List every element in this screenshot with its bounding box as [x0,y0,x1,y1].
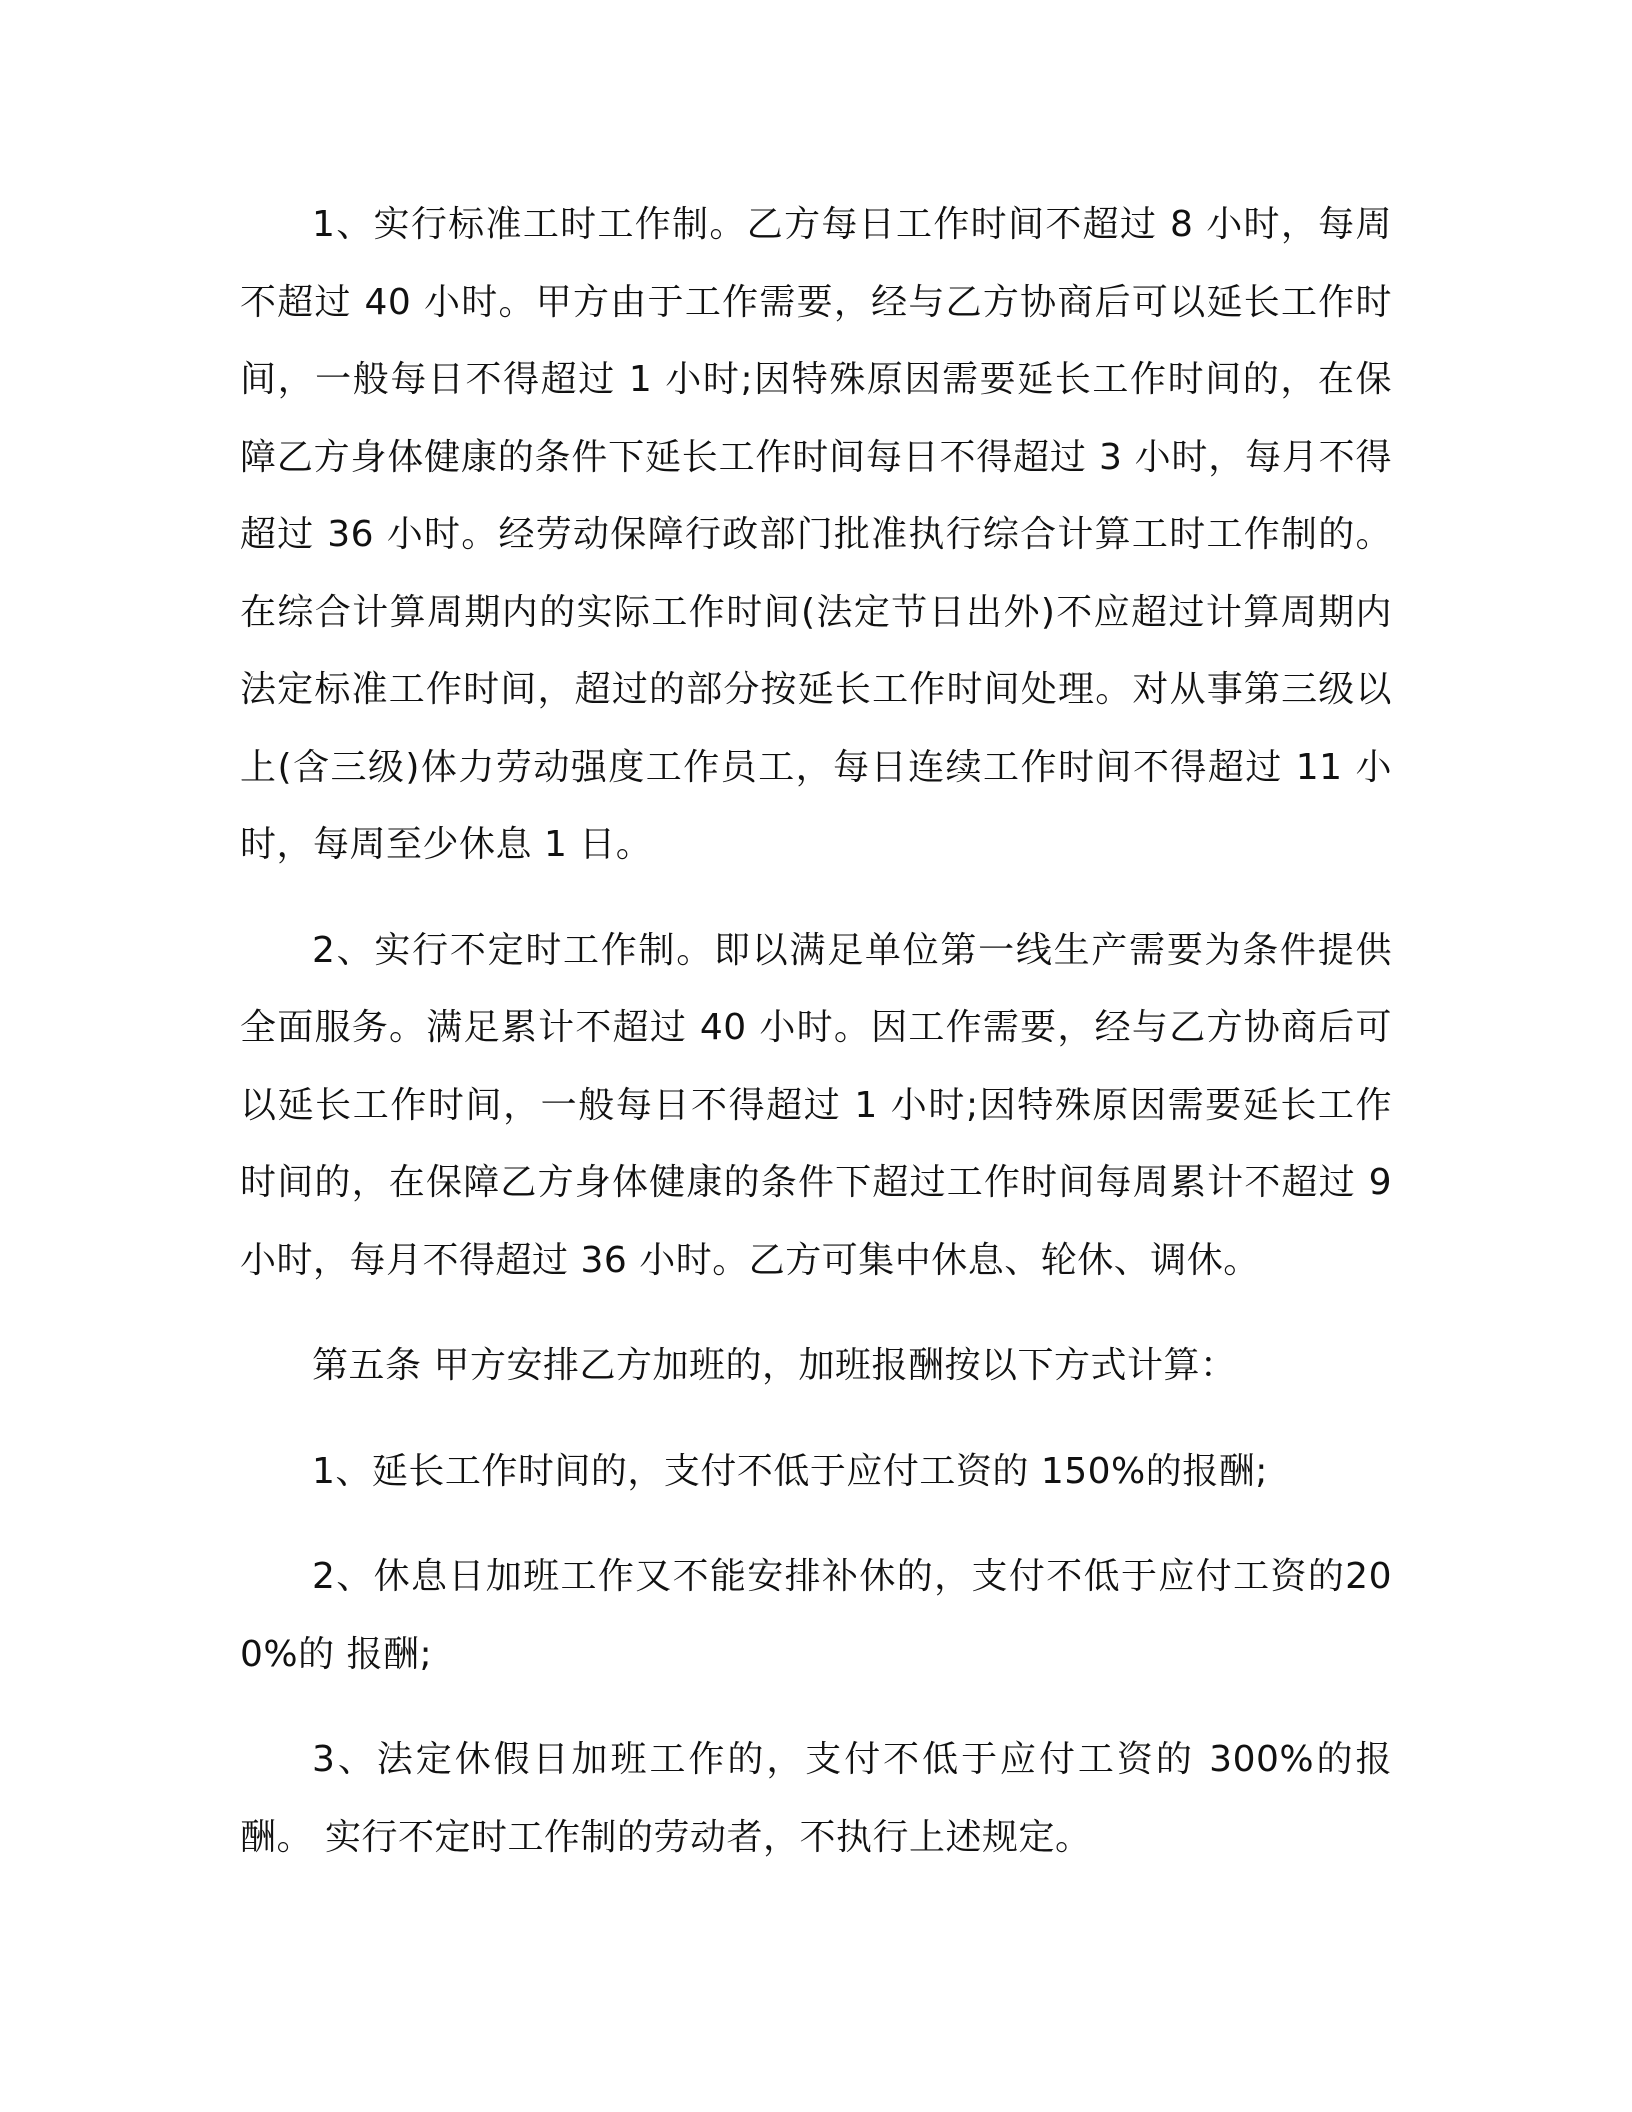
paragraph-overtime-200: 2、休息日加班工作又不能安排补休的，支付不低于应付工资的200%的 报酬; [240,1556,1392,1675]
paragraph-standard-hours: 1、实行标准工时工作制。乙方每日工作时间不超过 8 小时，每周不超过 40 小时。甲方由于工作需要，经与乙方协商后可以延长工作时间，一般每日不得超过 1 小时;因特殊原因需要延长工作时间的，在保障乙方身体健康的条件下延长工作时间每日不得超过 3 小时，每月不得超过 36 小时。经劳动保障行政部门批准执行综合计算工时工作制的。在综合计算周期内的实际工作时间(法定节日出外)不应超过计算周期内法定标准工作时间，超过的部分按延长工作时间处理。对从事第三级以上(含三级)体力劳动强度工作员工，每日连续工作时间不得超过 11 小时，每周至少休息 1 日。 [240,204,1392,865]
paragraph-flexible-hours: 2、实行不定时工作制。即以满足单位第一线生产需要为条件提供全面服务。满足累计不超过 40 小时。因工作需要，经与乙方协商后可以延长工作时间，一般每日不得超过 1 小时;因特殊原因需要延长工作时间的，在保障乙方身体健康的条件下超过工作时间每周累计不超过 9 小时，每月不得超过 36 小时。乙方可集中休息、轮休、调休。 [240,929,1392,1281]
document-body [240,186,1392,1876]
paragraph-overtime-300: 3、法定休假日加班工作的，支付不低于应付工资的 300%的报酬。 实行不定时工作制的劳动者，不执行上述规定。 [240,1739,1392,1858]
article-five-heading: 第五条 甲方安排乙方加班的，加班报酬按以下方式计算： [312,1345,1237,1386]
paragraph-overtime-150: 1、延长工作时间的，支付不低于应付工资的 150%的报酬; [312,1450,1268,1492]
